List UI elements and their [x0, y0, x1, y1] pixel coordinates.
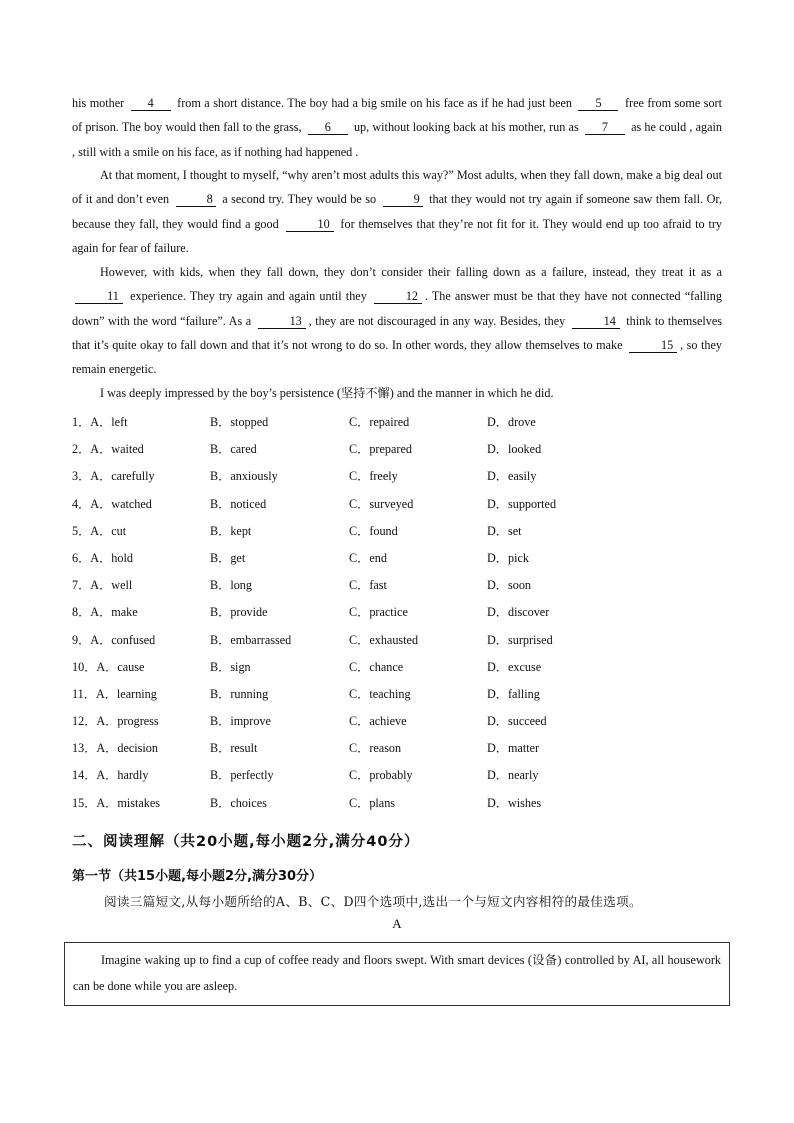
- option-c: C．exhausted: [349, 632, 419, 647]
- paragraph-text: I was deeply impressed by the boy’s persistence (坚持不懈) and the manner in which he did.: [100, 386, 554, 400]
- paragraph-text: , so they remain energetic.: [72, 337, 722, 377]
- paragraph-text: up, without looking back at his mother, run as: [350, 120, 582, 135]
- option-c: C．end: [349, 550, 387, 565]
- option-a: A．waited: [90, 442, 144, 457]
- option-d: D．easily: [487, 469, 537, 484]
- option-a: A．watched: [90, 496, 152, 511]
- question-number-and-option-a: [72, 409, 128, 436]
- option-row-15: [72, 790, 722, 817]
- question-number-and-option-a: [72, 599, 138, 626]
- option-d: D．soon: [487, 578, 532, 593]
- option-a: A．hold: [90, 550, 133, 565]
- question-number-and-option-a: [72, 463, 155, 490]
- option-c: C．teaching: [349, 686, 411, 701]
- paragraph-text: that they would not try again if someone saw them fall. Or, because they fall, they would find a good: [72, 192, 722, 231]
- question-number: 7．: [72, 578, 91, 593]
- paragraph-text: experience. They try again and again until they: [126, 289, 371, 304]
- option-row-13: [72, 735, 722, 762]
- option-d: D．succeed: [487, 714, 547, 729]
- option-b: B．stopped: [210, 415, 269, 429]
- paragraph-text: his mother: [72, 96, 128, 110]
- option-row-5: [72, 518, 722, 545]
- option-c: C．repaired: [349, 415, 410, 429]
- option-d: D．matter: [487, 741, 540, 756]
- option-a: A．mistakes: [96, 795, 161, 810]
- passage-label: A: [392, 916, 402, 931]
- question-number: 6．: [72, 550, 91, 565]
- option-b: B．provide: [210, 605, 268, 620]
- option-b: B．embarrassed: [210, 632, 292, 647]
- question-number: 15．: [72, 795, 97, 810]
- option-d: D．wishes: [487, 795, 542, 810]
- blank-14: 14: [572, 314, 620, 329]
- option-c: C．prepared: [349, 442, 412, 457]
- option-row-1: [72, 409, 722, 436]
- question-number-and-option-a: [72, 572, 132, 599]
- paragraph-1: [72, 91, 722, 164]
- option-b: B．improve: [210, 714, 271, 729]
- option-d: D．supported: [487, 496, 557, 511]
- option-a: A．well: [90, 578, 133, 593]
- option-row-4: [72, 491, 722, 518]
- question-number-and-option-a: [72, 735, 158, 762]
- paragraph-3: [72, 260, 722, 381]
- option-a: A．cut: [90, 523, 127, 538]
- option-c: C．surveyed: [349, 496, 414, 511]
- blank-15: 15: [629, 338, 677, 353]
- option-list: [72, 409, 722, 817]
- paragraph-text: from a short distance. The boy had a big smile on his face as if he had just been: [173, 96, 576, 110]
- blank-9: 9: [383, 192, 423, 207]
- option-d: D．discover: [487, 605, 550, 620]
- option-d: D．looked: [487, 442, 542, 457]
- section-title: 二、阅读理解（共20小题,每小题2分,满分40分）: [72, 834, 420, 850]
- option-c: C．fast: [349, 578, 387, 593]
- paragraph-text: , they are not discouraged in any way. Besides, they: [308, 313, 569, 328]
- paragraph-text: . The answer must be that they have not connected “falling down” with the word “failure”. As a: [72, 289, 722, 328]
- paragraph-text: However, with kids, when they fall down, they don’t consider their falling down as a failure, instead, they treat it as a: [100, 265, 722, 279]
- blank-12: 12: [374, 289, 422, 304]
- option-row-11: [72, 681, 722, 708]
- blank-7: 7: [585, 120, 625, 135]
- option-c: C．chance: [349, 659, 404, 674]
- option-c: C．plans: [349, 795, 396, 810]
- question-number: 11．: [72, 686, 96, 701]
- paragraph-text: At that moment, I thought to myself, “why aren’t most adults this way?” Most adults, when they fall down, make a big deal out of it and don’t even: [72, 168, 722, 207]
- paragraph-text: free from some sort of prison. The boy would then fall to the grass,: [72, 96, 722, 135]
- question-number-and-option-a: [72, 708, 159, 735]
- option-row-9: [72, 627, 722, 654]
- option-b: B．choices: [210, 795, 267, 810]
- question-number-and-option-a: [72, 790, 160, 817]
- option-a: A．carefully: [90, 469, 155, 484]
- paragraph-2: [72, 163, 722, 260]
- paragraph-text: a second try. They would be so: [218, 192, 380, 207]
- blank-5: 5: [578, 96, 618, 111]
- option-c: C．freely: [349, 469, 398, 484]
- blank-6: 6: [308, 120, 348, 135]
- option-row-6: [72, 545, 722, 572]
- blank-4: 4: [131, 96, 171, 111]
- question-number: 8．: [72, 605, 91, 620]
- option-b: B．noticed: [210, 496, 267, 511]
- question-number-and-option-a: [72, 627, 155, 654]
- question-number: 14．: [72, 768, 97, 783]
- paragraph-4: [72, 381, 722, 405]
- question-number: 9．: [72, 632, 91, 647]
- question-number-and-option-a: [72, 436, 144, 463]
- option-b: B．running: [210, 686, 269, 701]
- option-b: B．kept: [210, 523, 252, 538]
- blank-10: 10: [286, 217, 334, 232]
- passage-text: Imagine waking up to find a cup of coffee ready and floors swept. With smart devices (设备) controlled by AI, all housework can be done while you are asleep.: [73, 953, 721, 993]
- option-row-2: [72, 436, 722, 463]
- option-b: B．perfectly: [210, 768, 274, 783]
- option-b: B．anxiously: [210, 469, 278, 484]
- option-d: D．surprised: [487, 632, 553, 647]
- option-d: D．drove: [487, 415, 536, 429]
- question-number-and-option-a: [72, 681, 157, 708]
- paragraph-text: think to themselves that it’s quite okay to fall down and that it’s not wrong to do so. In other words, they allow themselves to make: [72, 313, 722, 352]
- question-number-and-option-a: [72, 654, 144, 681]
- blank-11: 11: [75, 289, 123, 304]
- option-b: B．sign: [210, 659, 251, 674]
- option-c: C．achieve: [349, 714, 407, 729]
- option-b: B．result: [210, 741, 258, 756]
- question-number-and-option-a: [72, 491, 152, 518]
- blank-13: 13: [258, 314, 306, 329]
- option-row-12: [72, 708, 722, 735]
- option-d: D．falling: [487, 686, 540, 701]
- option-a: A．make: [90, 605, 138, 620]
- question-number: 13．: [72, 741, 97, 756]
- question-number: 1．: [72, 415, 91, 429]
- option-row-7: [72, 572, 722, 599]
- question-number: 5．: [72, 523, 91, 538]
- question-number: 3．: [72, 469, 91, 484]
- question-number: 4．: [72, 496, 91, 511]
- passage-box: [64, 942, 730, 1006]
- option-a: A．learning: [95, 686, 157, 701]
- option-a: A．cause: [96, 659, 145, 674]
- option-b: B．cared: [210, 442, 257, 457]
- option-a: A．hardly: [96, 768, 149, 783]
- option-a: A．decision: [96, 741, 158, 756]
- option-c: C．practice: [349, 605, 408, 620]
- option-row-3: [72, 463, 722, 490]
- option-c: C．probably: [349, 768, 413, 783]
- option-a: A．left: [90, 415, 128, 429]
- option-d: D．pick: [487, 550, 529, 565]
- question-number-and-option-a: [72, 545, 133, 572]
- option-a: A．progress: [96, 714, 159, 729]
- option-d: D．set: [487, 523, 522, 538]
- question-number: 10．: [72, 659, 97, 674]
- option-d: D．excuse: [487, 659, 542, 674]
- option-d: D．nearly: [487, 768, 539, 783]
- paragraph-text: for themselves that they’re not fit for it. They would end up too afraid to try again for fear of failure.: [72, 216, 722, 255]
- question-number: 12．: [72, 714, 97, 729]
- option-b: B．get: [210, 550, 246, 565]
- section-subtitle: 第一节（共15小题,每小题2分,满分30分）: [72, 869, 323, 884]
- option-c: C．found: [349, 523, 398, 538]
- option-c: C．reason: [349, 741, 402, 756]
- paragraph-text: as he could , again , still with a smile on his face, as if nothing had happened .: [72, 120, 722, 159]
- option-row-14: [72, 762, 722, 789]
- question-number-and-option-a: [72, 762, 149, 789]
- option-row-8: [72, 599, 722, 626]
- option-a: A．confused: [90, 632, 156, 647]
- section-instruction: 阅读三篇短文,从每小题所给的A、B、C、D四个选项中,选出一个与短文内容相符的最佳选项。: [104, 894, 642, 909]
- question-number-and-option-a: [72, 518, 126, 545]
- option-b: B．long: [210, 578, 252, 593]
- blank-8: 8: [176, 192, 216, 207]
- option-row-10: [72, 654, 722, 681]
- question-number: 2．: [72, 442, 91, 457]
